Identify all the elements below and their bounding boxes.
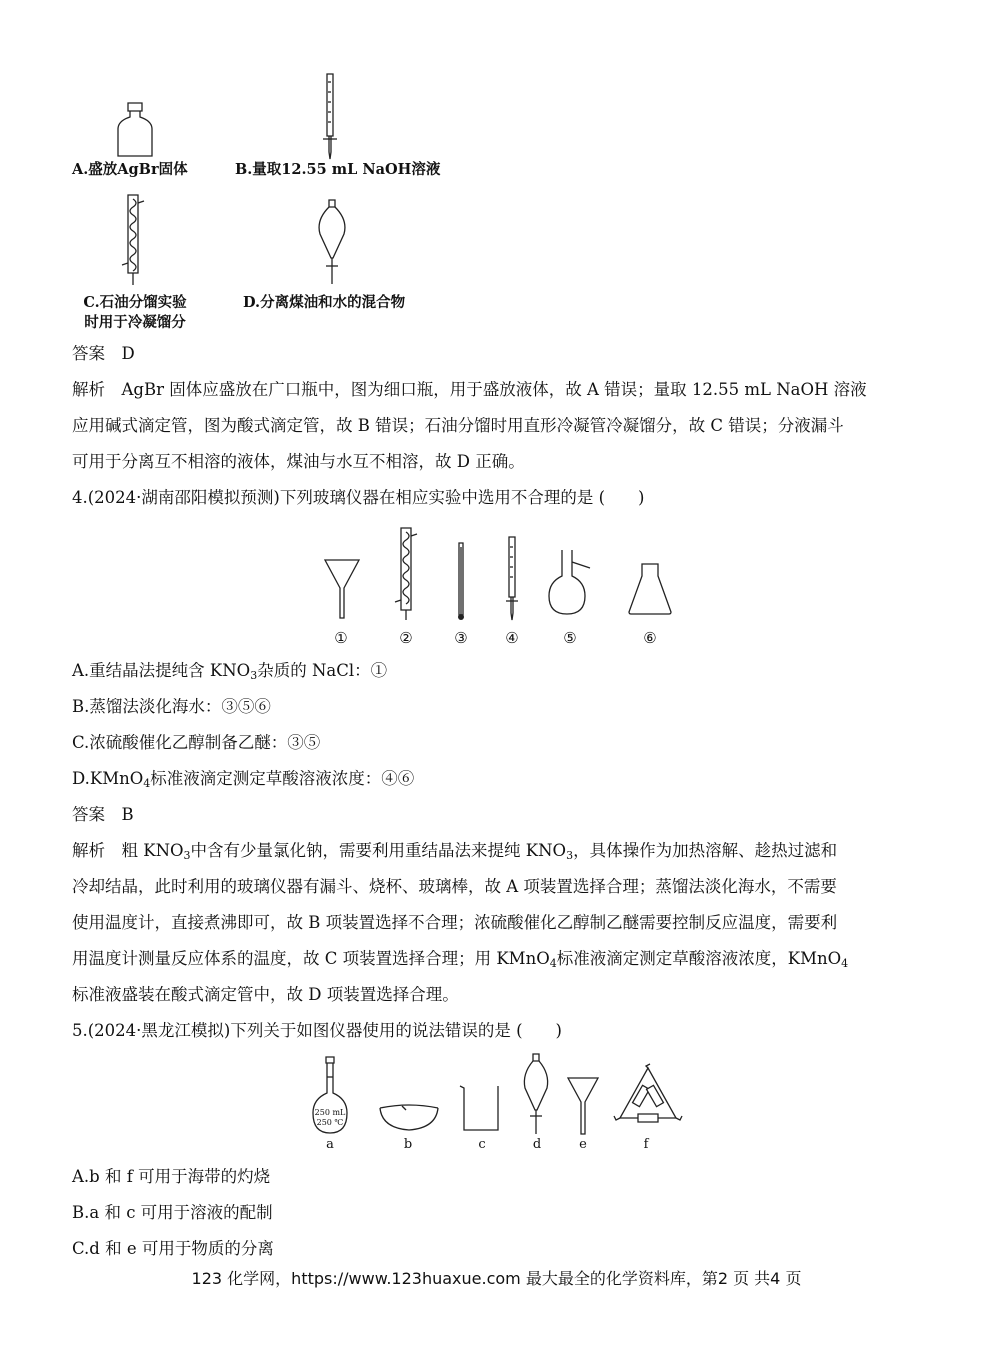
burette-figure bbox=[503, 535, 521, 623]
caption-a: A.盛放AgBr固体 bbox=[72, 161, 188, 178]
q4-an1-sub2: 3 bbox=[566, 849, 574, 862]
q3-answer: 答案 D bbox=[72, 344, 135, 363]
funnel-figure bbox=[322, 558, 362, 620]
clay-triangle-figure bbox=[612, 1064, 684, 1132]
page-footer: 123 化学网，https://www.123huaxue.com 最大最全的化学资料库，第2 页 共4 页 bbox=[191, 1269, 802, 1288]
funnel-figure-2 bbox=[566, 1076, 600, 1136]
q4-option-a bbox=[72, 661, 387, 681]
label-e: e bbox=[579, 1137, 587, 1152]
q3-analysis-line2: 应用碱式滴定管，图为酸式滴定管，故 B 错误；石油分馏时用直形冷凝管冷凝馏分，故 C 错误；分液漏斗 bbox=[72, 416, 844, 435]
caption-d: D.分离煤油和水的混合物 bbox=[243, 294, 406, 311]
beaker-figure bbox=[458, 1084, 502, 1134]
q4-an4-sub1: 4 bbox=[549, 957, 557, 970]
label-a: a bbox=[326, 1137, 334, 1152]
label-d: d bbox=[532, 1137, 542, 1152]
reagent-bottle-figure bbox=[110, 100, 160, 160]
q4-stem: 4.(2024·湖南邵阳模拟预测)下列玻璃仪器在相应实验中选用不合理的是 ( ) bbox=[72, 488, 645, 507]
caption-c bbox=[72, 293, 198, 332]
q5-option-a: A.b 和 f 可用于海带的灼烧 bbox=[72, 1167, 271, 1186]
thermometer-figure bbox=[453, 541, 469, 623]
q4-an1-c: ，具体操作为加热溶解、趁热过滤和 bbox=[573, 841, 838, 860]
q5-stem: 5.(2024·黑龙江模拟)下列关于如图仪器使用的说法错误的是 ( ) bbox=[72, 1021, 562, 1040]
q4-analysis-line4 bbox=[72, 949, 848, 969]
q3-analysis-line1: 解析 AgBr 固体应盛放在广口瓶中，图为细口瓶，用于盛放液体，故 A 错误；量取 12.55 mL NaOH 溶液 bbox=[72, 380, 867, 399]
q4-option-d bbox=[72, 769, 414, 789]
q4-an1-a: 解析 粗 KNO bbox=[72, 841, 184, 860]
flask-volume-text: 250 mL bbox=[314, 1108, 346, 1117]
q4-an1-sub1: 3 bbox=[183, 849, 191, 862]
caption-c-line1: C.石油分馏实验 bbox=[83, 294, 187, 311]
q4-option-a-post: 杂质的 NaCl：① bbox=[257, 661, 388, 680]
q4-analysis-line3: 使用温度计，直接煮沸即可，故 B 项装置选择不合理；浓硫酸催化乙醇制乙醚需要控制反应温度，需要利 bbox=[72, 913, 838, 932]
label-3: ③ bbox=[454, 629, 468, 647]
label-2: ② bbox=[399, 629, 413, 647]
separatory-funnel-figure bbox=[312, 198, 352, 288]
label-b: b bbox=[403, 1137, 413, 1152]
q5-option-c: C.d 和 e 可用于物质的分离 bbox=[72, 1239, 274, 1258]
flask-temp-text: 250 ℃ bbox=[316, 1118, 344, 1127]
label-f: f bbox=[643, 1137, 649, 1152]
evaporating-dish-figure bbox=[378, 1102, 440, 1132]
q4-an1-b: 中含有少量氯化钠，需要利用重结晶法来提纯 KNO bbox=[190, 841, 567, 860]
label-6: ⑥ bbox=[643, 629, 657, 647]
condenser-figure bbox=[118, 193, 148, 288]
q4-analysis-line2: 冷却结晶，此时利用的玻璃仪器有漏斗、烧杯、玻璃棒，故 A 项装置选择合理；蒸馏法淡化海水，不需要 bbox=[72, 877, 837, 896]
q4-option-d-sub: 4 bbox=[143, 777, 151, 790]
q4-option-a-sub: 3 bbox=[250, 669, 258, 682]
label-c: c bbox=[478, 1137, 486, 1152]
label-4: ④ bbox=[505, 629, 519, 647]
q4-an4-a: 用温度计测量反应体系的温度，故 C 项装置选择合理；用 KMnO bbox=[72, 949, 550, 968]
condenser-figure-2 bbox=[393, 526, 419, 622]
separatory-funnel-figure-2 bbox=[518, 1052, 554, 1136]
caption-b: B.量取12.55 mL NaOH溶液 bbox=[235, 161, 441, 178]
label-5: ⑤ bbox=[563, 629, 577, 647]
q4-option-b: B.蒸馏法淡化海水：③⑤⑥ bbox=[72, 697, 271, 716]
caption-c-line2: 时用于冷凝馏分 bbox=[84, 314, 186, 331]
q4-an4-b: 标准液滴定测定草酸溶液浓度，KMnO bbox=[556, 949, 842, 968]
acid-burette-figure bbox=[320, 72, 340, 162]
q4-an4-sub2: 4 bbox=[841, 957, 849, 970]
q3-analysis-line3: 可用于分离互不相溶的液体，煤油与水互不相溶，故 D 正确。 bbox=[72, 452, 525, 471]
q4-analysis-line1 bbox=[72, 841, 837, 861]
q4-answer: 答案 B bbox=[72, 805, 134, 824]
q4-option-a-pre: A.重结晶法提纯含 KNO bbox=[72, 661, 251, 680]
q5-option-b: B.a 和 c 可用于溶液的配制 bbox=[72, 1203, 273, 1222]
q4-option-d-post: 标准液滴定测定草酸溶液浓度：④⑥ bbox=[150, 769, 415, 788]
q4-option-d-pre: D.KMnO bbox=[72, 769, 144, 788]
distilling-flask-figure bbox=[546, 548, 592, 618]
q4-option-c: C.浓硫酸催化乙醇制备乙醚：③⑤ bbox=[72, 733, 321, 752]
label-1: ① bbox=[334, 629, 348, 647]
q4-analysis-line5: 标准液盛装在酸式滴定管中，故 D 项装置选择合理。 bbox=[72, 985, 459, 1004]
conical-flask-figure bbox=[627, 562, 673, 616]
